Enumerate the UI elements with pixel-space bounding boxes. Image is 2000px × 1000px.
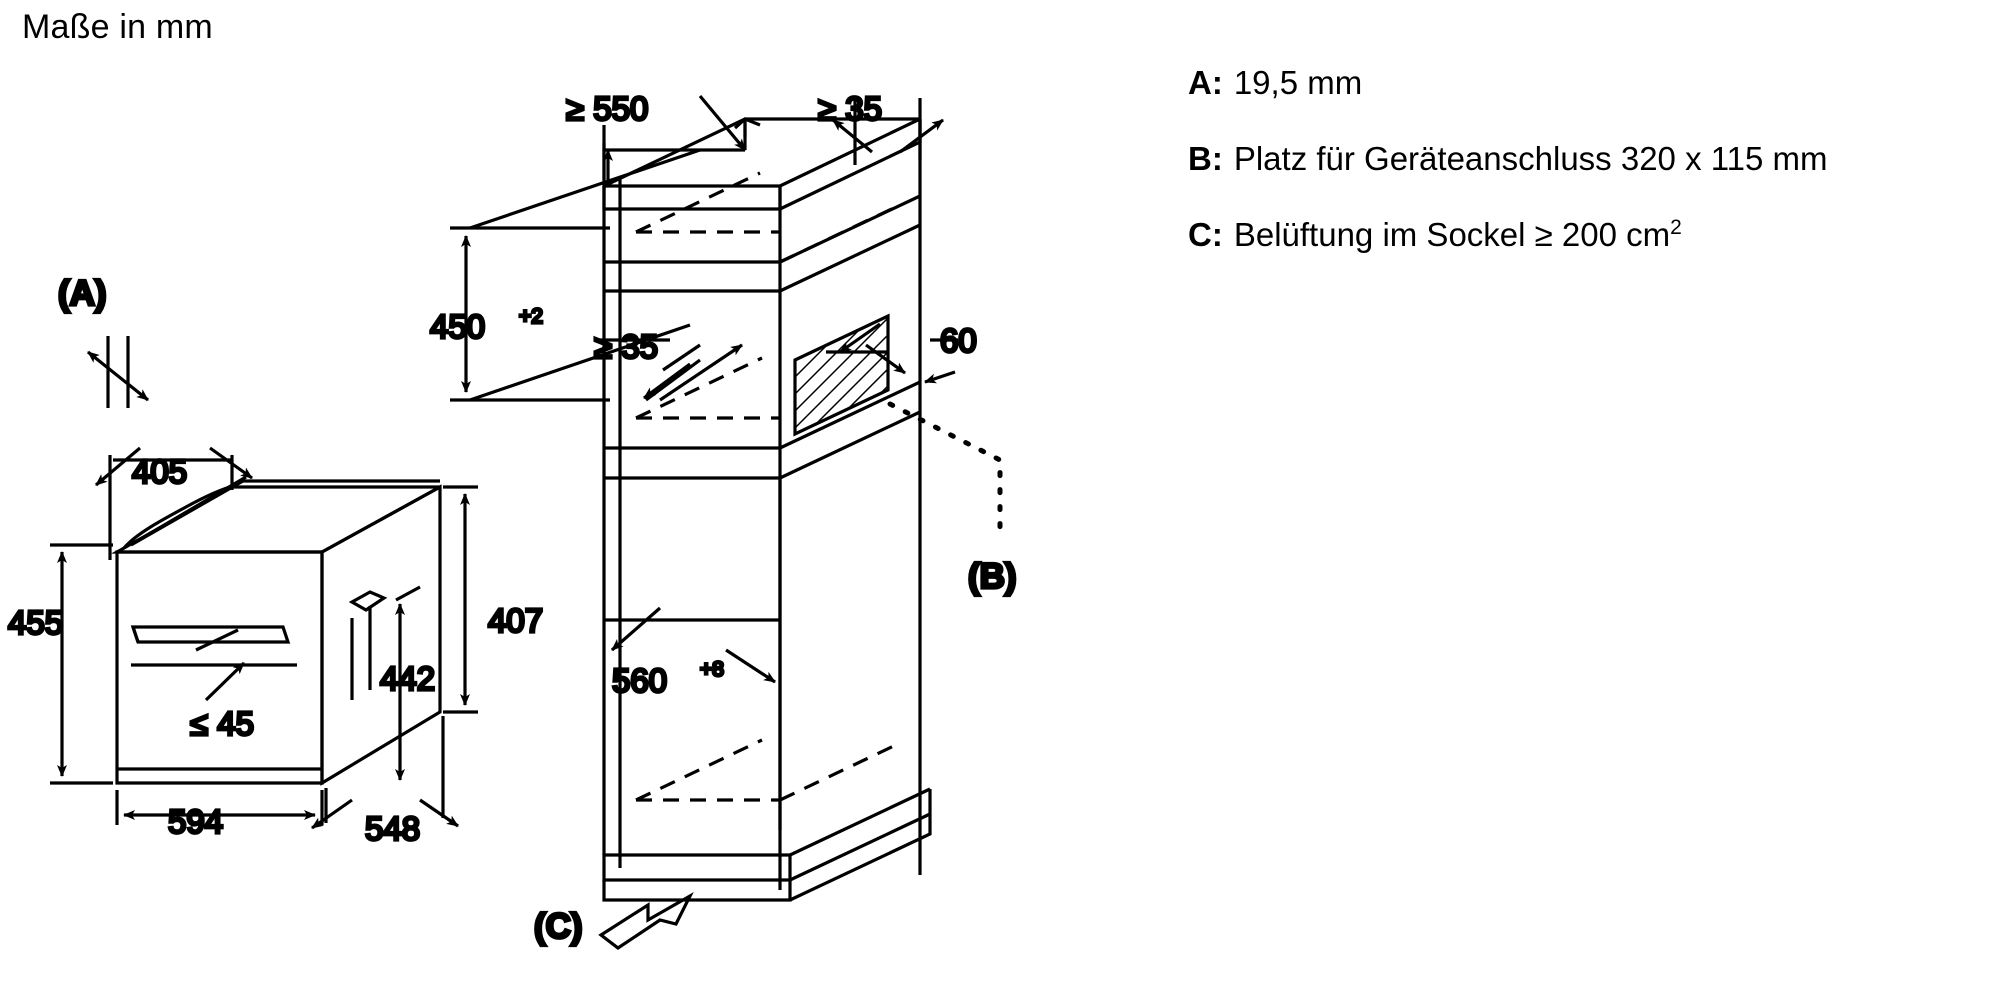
legend-value-a: 19,5 mm [1233, 64, 1363, 101]
legend-key-a: A: [1188, 64, 1223, 101]
legend-key-c: C: [1188, 216, 1223, 254]
legend-value-c [1234, 214, 1682, 256]
dim-label-594: 594 [168, 803, 224, 840]
label-b-connection: (B) [968, 557, 1017, 596]
vent-arrow-c [601, 896, 690, 948]
legend-item-c [1188, 214, 1958, 256]
leader-b [890, 404, 1000, 530]
label-a-appliance: (A) [58, 274, 107, 313]
dim-label-560: 560 [612, 662, 668, 699]
dim-label-max45: ≤ 45 [190, 705, 254, 742]
legend-item-b [1188, 138, 1958, 180]
dim-label-min35-mid: ≥ 35 [594, 328, 658, 365]
appliance-isometric [117, 477, 440, 783]
dim-label-560-tol: +8 [700, 658, 724, 681]
dim-label-450: 450 [430, 308, 486, 345]
dim-407 [443, 487, 478, 712]
page-title: Maße in mm [22, 8, 213, 46]
dim-max45 [206, 663, 244, 700]
dim-label-60: 60 [940, 322, 977, 359]
dim-label-548: 548 [365, 810, 421, 847]
label-c-ventilation: (C) [534, 907, 583, 946]
dim-label-455: 455 [8, 604, 64, 641]
legend-value-c-text: Belüftung im Sockel ≥ 200 cm [1233, 216, 1671, 254]
dim-label-407: 407 [488, 602, 544, 639]
dim-label-min35-top: ≥ 35 [818, 90, 882, 127]
cabinet-isometric [604, 119, 930, 900]
legend-key-b: B: [1188, 140, 1223, 178]
dim-label-450-tol: +2 [519, 305, 543, 328]
dim-label-405: 405 [132, 453, 188, 490]
dim-a-marker [88, 336, 148, 408]
legend-value-b: Platz für Geräteanschluss 320 x 115 mm [1233, 140, 1828, 178]
legend-item-a [1188, 62, 1958, 104]
dim-label-442: 442 [380, 660, 436, 697]
dim-455 [50, 545, 113, 783]
legend-value-c-superscript: 2 [1670, 216, 1682, 240]
dim-label-min550: ≥ 550 [566, 90, 649, 127]
legend-list [1188, 62, 1958, 291]
